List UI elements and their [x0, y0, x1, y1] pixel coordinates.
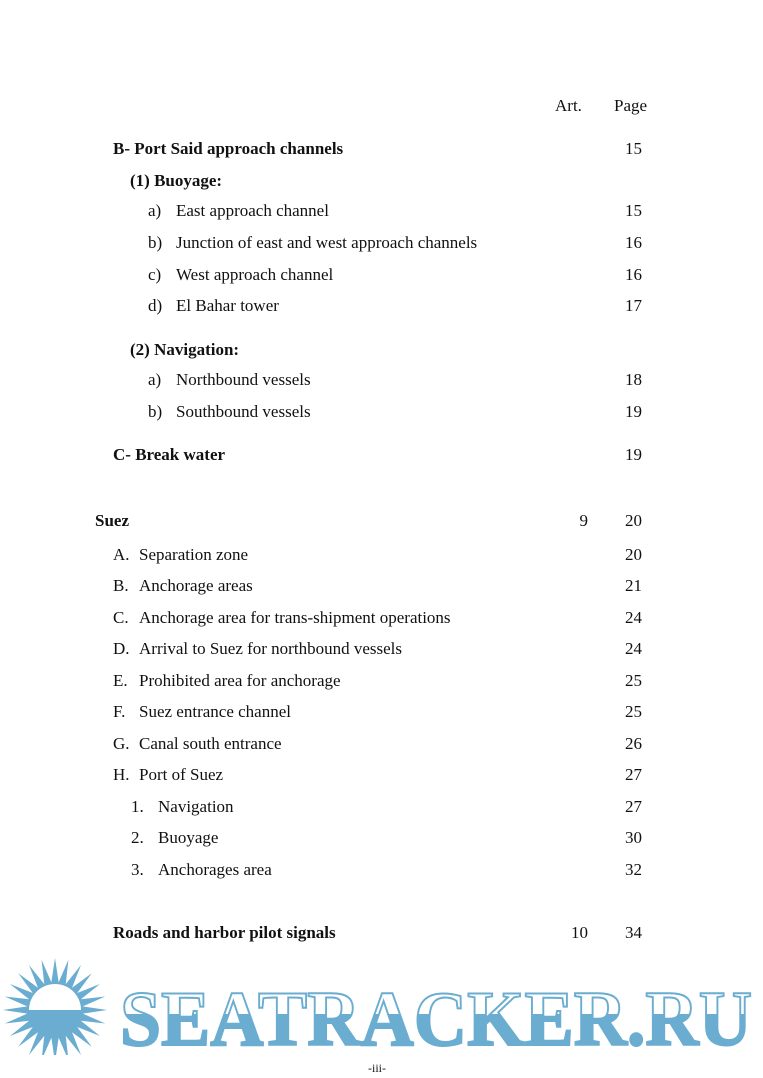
- entry-title: (1) Buoyage:: [130, 171, 223, 190]
- entry-page: 25: [625, 671, 642, 690]
- entry-title: Anchorages area: [158, 860, 272, 879]
- entry-marker: F.: [113, 702, 126, 721]
- entry-title: Navigation: [158, 797, 234, 816]
- entry-page: 15: [625, 201, 642, 220]
- entry-page: 27: [625, 765, 642, 784]
- entry-marker: a): [148, 370, 162, 389]
- entry-title: Southbound vessels: [176, 402, 311, 421]
- entry-page: 20: [625, 511, 642, 530]
- entry-page: 17: [625, 296, 642, 315]
- entry-page: 18: [625, 370, 642, 389]
- art-column-header: Art.: [555, 96, 582, 115]
- entry-marker: A.: [113, 545, 130, 564]
- entry-page: 19: [625, 445, 642, 464]
- entry-marker: H.: [113, 765, 130, 784]
- watermark-text: SEATRACKER.RU: [120, 975, 752, 1055]
- entry-page: 16: [625, 233, 642, 252]
- entry-article: 10: [571, 923, 588, 942]
- entry-title: Separation zone: [139, 545, 249, 564]
- entry-title: East approach channel: [176, 201, 329, 220]
- entry-title: Suez: [95, 511, 129, 530]
- entry-marker: 3.: [131, 860, 144, 879]
- entry-title: (2) Navigation:: [130, 340, 240, 359]
- entry-title: C- Break water: [113, 445, 226, 464]
- entry-title: Roads and harbor pilot signals: [113, 923, 336, 942]
- entry-title: Anchorage area for trans-shipment operations: [139, 608, 451, 627]
- entry-marker: E.: [113, 671, 128, 690]
- entry-title: Anchorage areas: [139, 576, 253, 595]
- entry-marker: d): [148, 296, 163, 315]
- entry-page: 20: [625, 545, 642, 564]
- entry-page: 24: [625, 608, 642, 627]
- entry-title: B- Port Said approach channels: [113, 139, 344, 158]
- entry-page: 27: [625, 797, 642, 816]
- entry-marker: B.: [113, 576, 129, 595]
- entry-title: Buoyage: [158, 828, 219, 847]
- entry-page: 26: [625, 734, 642, 753]
- entry-marker: b): [148, 402, 163, 421]
- entry-marker: c): [148, 265, 162, 284]
- entry-title: Arrival to Suez for northbound vessels: [139, 639, 402, 658]
- entry-page: 25: [625, 702, 642, 721]
- seatracker-watermark: [0, 955, 763, 1055]
- entry-marker: C.: [113, 608, 129, 627]
- entry-marker: b): [148, 233, 163, 252]
- entry-page: 34: [625, 923, 642, 942]
- page-number: -iii-: [368, 1061, 386, 1075]
- entry-marker: a): [148, 201, 162, 220]
- entry-title: Junction of east and west approach channels: [176, 233, 478, 252]
- entry-page: 30: [625, 828, 642, 847]
- entry-page: 21: [625, 576, 642, 595]
- entry-title: Suez entrance channel: [139, 702, 291, 721]
- entry-article: 9: [579, 511, 588, 530]
- entry-page: 32: [625, 860, 642, 879]
- entry-title: Northbound vessels: [176, 370, 311, 389]
- page-column-header: Page: [614, 96, 648, 115]
- entry-page: 15: [625, 139, 642, 158]
- entry-title: West approach channel: [176, 265, 334, 284]
- entry-title: El Bahar tower: [176, 296, 279, 315]
- entry-marker: G.: [113, 734, 130, 753]
- entry-page: 24: [625, 639, 642, 658]
- sun-logo-icon: [3, 958, 107, 1055]
- entry-marker: 1.: [131, 797, 144, 816]
- entry-page: 16: [625, 265, 642, 284]
- entry-title: Canal south entrance: [139, 734, 282, 753]
- entry-title: Prohibited area for anchorage: [139, 671, 341, 690]
- entry-title: Port of Suez: [139, 765, 224, 784]
- entry-marker: D.: [113, 639, 130, 658]
- entry-marker: 2.: [131, 828, 144, 847]
- entry-page: 19: [625, 402, 642, 421]
